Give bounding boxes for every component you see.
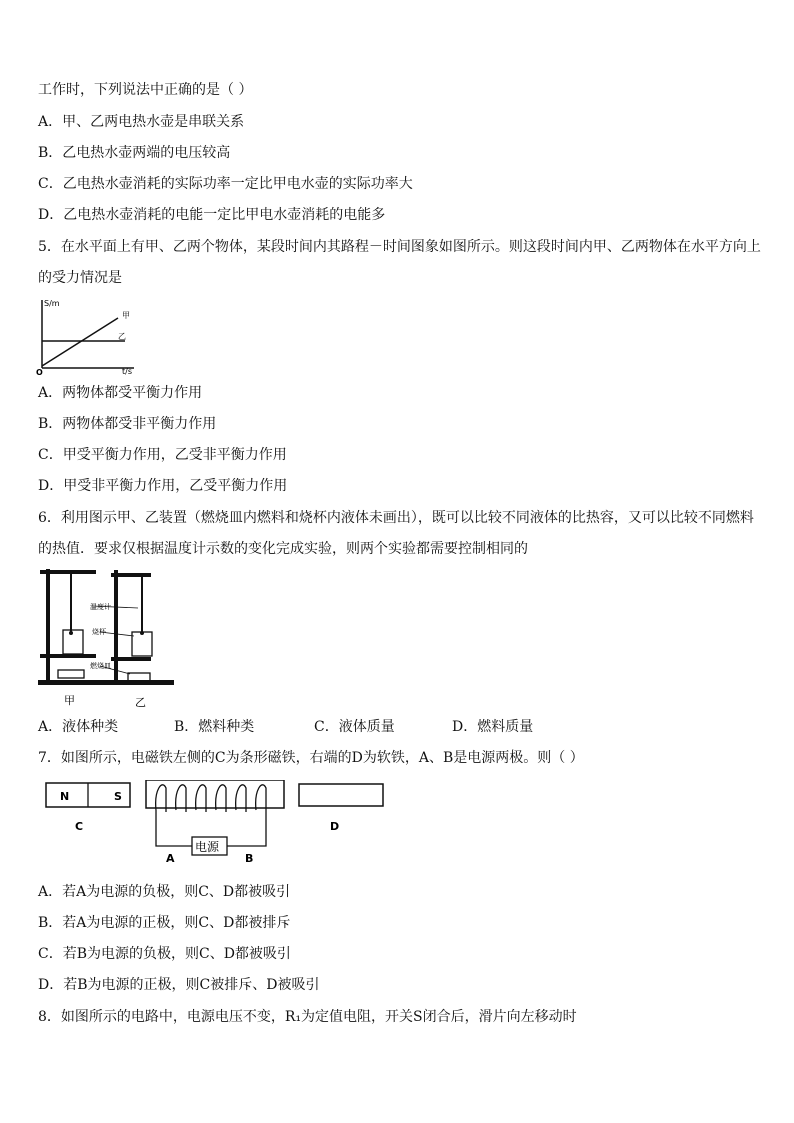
- q7-option-c: C．若B为电源的负极，则C、D都被吸引: [38, 946, 291, 962]
- magnet-s-label: S: [114, 790, 122, 803]
- line-yi-label: 乙: [118, 332, 126, 341]
- apparatus-jia: [40, 569, 96, 681]
- q6-options-row: [38, 717, 758, 737]
- label-jia: 甲: [64, 694, 75, 707]
- q4-option-a: A．甲、乙两电热水壶是串联关系: [38, 114, 245, 130]
- q5-option-b: B．两物体都受非平衡力作用: [38, 416, 217, 432]
- label-a: A: [166, 852, 175, 865]
- q5-option-d: D．甲受非平衡力作用，乙受平衡力作用: [38, 478, 288, 494]
- power-label: 电源: [195, 840, 220, 854]
- label-c: C: [75, 820, 84, 833]
- base-plate: [38, 680, 174, 685]
- origin-label: O: [36, 368, 43, 376]
- magnet-n-label: N: [60, 790, 70, 803]
- q4-option-d: D．乙电热水壶消耗的电能一定比甲电水壶消耗的电能多: [38, 207, 386, 223]
- q6-apparatus-figure: [38, 566, 178, 710]
- q5-st-graph: [30, 296, 140, 376]
- line-jia: [42, 318, 118, 366]
- dish-jia: [58, 670, 84, 678]
- x-axis-label: t/s: [122, 367, 132, 376]
- q6-option-b: B．燃料种类: [174, 719, 255, 735]
- q7-option-a: A．若A为电源的负极，则C、D都被吸引: [38, 884, 291, 900]
- q7-option-d: D．若B为电源的正极，则C被排斥、D被吸引: [38, 977, 320, 993]
- q6-option-d: D．燃料质量: [452, 719, 534, 735]
- q8-stem: 8．如图所示的电路中，电源电压不变，R₁为定值电阻，开关S闭合后，滑片向左移动时: [38, 1009, 577, 1025]
- wire-b: [227, 812, 266, 846]
- q5-stem-line1: 5．在水平面上有甲、乙两个物体，某段时间内其路程－时间图象如图所示。则这段时间内甲、乙两物体在水平方向上: [38, 239, 761, 255]
- q7-electromagnet-figure: [44, 780, 388, 870]
- q4-stem-tail: 工作时，下列说法中正确的是（ ）: [38, 82, 253, 98]
- beaker-jia: [63, 630, 83, 654]
- label-d: D: [330, 820, 340, 833]
- dish-label: 燃烧皿: [90, 662, 111, 670]
- wire-a: [156, 810, 192, 846]
- q6-option-a: A．液体种类: [38, 719, 119, 735]
- beaker-label: 烧杯: [92, 628, 106, 636]
- label-yi: 乙: [135, 696, 146, 709]
- q5-stem-line2: 的受力情况是: [38, 270, 122, 286]
- q6-option-c: C．液体质量: [314, 719, 395, 735]
- beaker-yi: [132, 632, 152, 656]
- label-b: B: [245, 852, 254, 865]
- q6-stem-line2: 的热值．要求仅根据温度计示数的变化完成实验，则两个实验都需要控制相同的: [38, 541, 528, 557]
- q7-option-b: B．若A为电源的正极，则C、D都被排斥: [38, 915, 291, 931]
- q4-option-b: B．乙电热水壶两端的电压较高: [38, 145, 231, 161]
- q4-option-c: C．乙电热水壶消耗的实际功率一定比甲电水壶的实际功率大: [38, 176, 413, 192]
- thermometer-label: 温度计: [90, 603, 111, 611]
- soft-iron-d: [299, 784, 383, 806]
- q5-option-a: A．两物体都受平衡力作用: [38, 385, 203, 401]
- y-axis-label: S/m: [44, 299, 60, 308]
- apparatus-yi: [111, 570, 152, 681]
- q6-stem-line1: 6．利用图示甲、乙装置（燃烧皿内燃料和烧杯内液体未画出），既可以比较不同液体的比热容，又可以比较不同燃料: [38, 510, 754, 526]
- dish-yi: [128, 673, 150, 681]
- line-jia-label: 甲: [122, 311, 130, 320]
- q7-stem: 7．如图所示，电磁铁左侧的C为条形磁铁，右端的D为软铁，A、B是电源两极。则（ ）: [38, 750, 584, 766]
- q5-option-c: C．甲受平衡力作用，乙受非平衡力作用: [38, 447, 287, 463]
